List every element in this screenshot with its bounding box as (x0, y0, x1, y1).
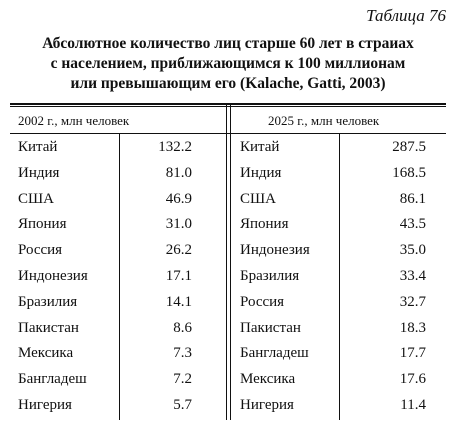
country-2025: Бразилия (240, 267, 300, 284)
value-2002: 5.7 (173, 396, 192, 413)
country-2025: Япония (240, 216, 289, 233)
country-2002: Япония (18, 216, 67, 233)
table-row (0, 395, 456, 421)
table-row (0, 163, 456, 189)
value-2002: 81.0 (165, 164, 192, 181)
table-number-label: Таблица 76 (366, 6, 446, 25)
country-2002: Индия (18, 164, 60, 181)
country-2002: Мексика (18, 345, 74, 362)
table-top-rule (10, 103, 446, 105)
table-row (0, 343, 456, 369)
value-2002: 17.1 (165, 267, 192, 284)
table-top-rule-inner (10, 106, 446, 107)
country-2025: Индонезия (240, 242, 310, 259)
value-2002: 31.0 (165, 216, 192, 233)
title-line-3: или превышающим его (Kalache, Gatti, 2003) (70, 75, 386, 92)
table-body (0, 137, 456, 421)
country-2002: Бразилия (18, 293, 78, 310)
value-2002: 132.2 (158, 139, 192, 155)
country-2002: США (18, 190, 54, 207)
value-2025: 17.7 (399, 345, 426, 362)
table-row (0, 214, 456, 240)
country-2025: Бангладеш (240, 345, 309, 362)
value-2002: 26.2 (165, 242, 192, 259)
value-2025: 32.7 (399, 293, 426, 310)
value-2002: 8.6 (173, 319, 192, 336)
country-2025: Россия (240, 293, 285, 310)
country-2002: Китай (18, 139, 58, 155)
table-row (0, 266, 456, 292)
value-2025: 11.4 (400, 396, 426, 413)
country-2002: Пакистан (18, 319, 79, 336)
value-2002: 7.3 (173, 345, 192, 362)
header-2025: 2025 г., млн человек (268, 113, 380, 128)
value-2025: 168.5 (392, 164, 426, 181)
table-row (0, 137, 456, 163)
title-line-2: с населением, приближающимся к 100 миллионам (50, 55, 406, 72)
country-2025: Китай (240, 139, 280, 155)
value-2025: 18.3 (399, 319, 426, 336)
value-2025: 35.0 (399, 242, 426, 259)
table-title (0, 34, 456, 94)
title-line-1: Абсолютное количество лиц старше 60 лет в страиах (42, 35, 414, 52)
country-2002: Россия (18, 242, 63, 259)
table-row (0, 369, 456, 395)
value-2002: 7.2 (173, 371, 192, 388)
table-row (0, 318, 456, 344)
country-2025: США (240, 190, 276, 207)
country-2025: Нигерия (240, 396, 294, 413)
value-2025: 17.6 (399, 371, 426, 388)
header-2002: 2002 г., млн человек (18, 113, 130, 128)
country-2002: Бангладеш (18, 371, 87, 388)
country-2002: Нигерия (18, 396, 72, 413)
value-2025: 287.5 (392, 139, 426, 155)
country-2002: Индонезия (18, 267, 88, 284)
value-2025: 33.4 (399, 267, 426, 284)
country-2025: Пакистан (240, 319, 301, 336)
table-row (0, 292, 456, 318)
country-2025: Мексика (240, 371, 296, 388)
header-bottom-rule (10, 133, 446, 134)
value-2025: 43.5 (399, 216, 426, 233)
table-row (0, 240, 456, 266)
value-2025: 86.1 (399, 190, 426, 207)
country-2025: Индия (240, 164, 282, 181)
table-row (0, 189, 456, 215)
value-2002: 14.1 (165, 293, 192, 310)
value-2002: 46.9 (165, 190, 192, 207)
